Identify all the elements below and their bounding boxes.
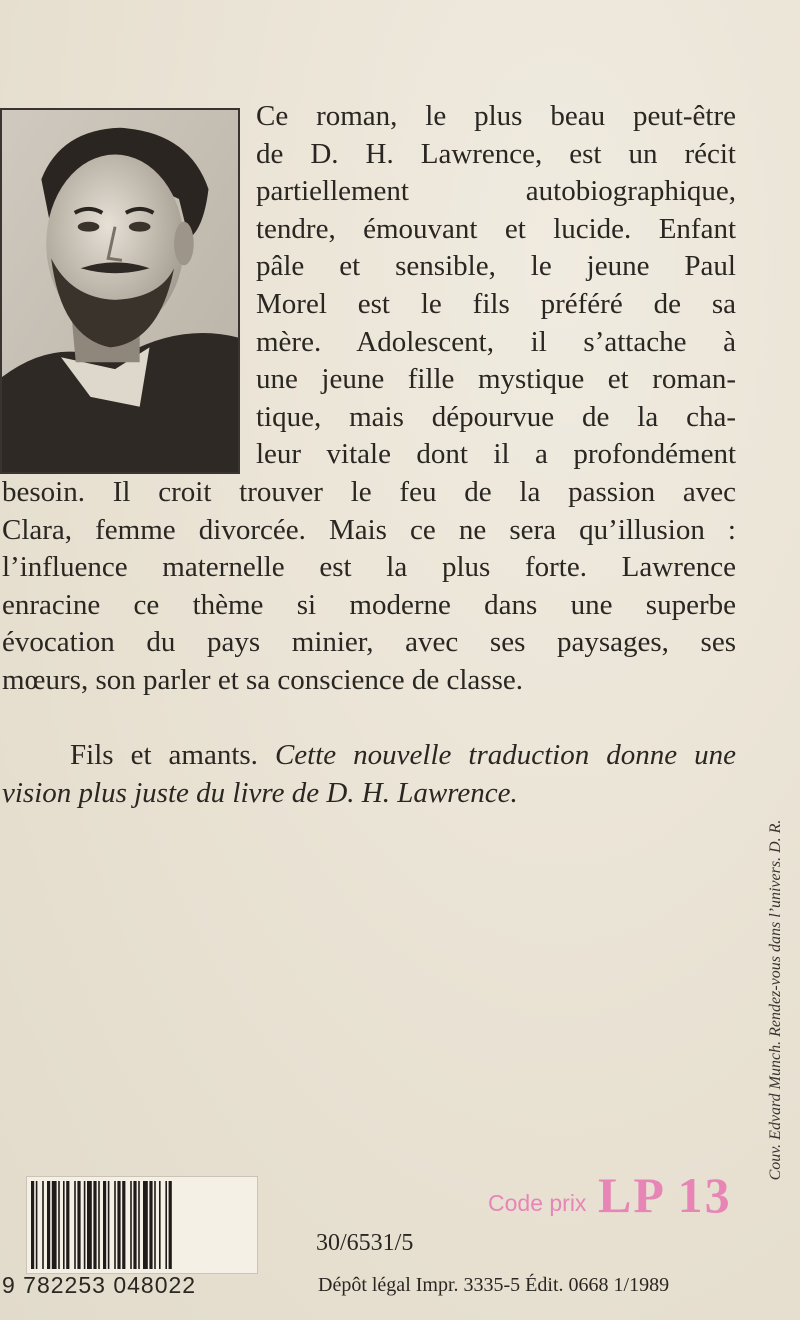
barcode-bar bbox=[58, 1181, 60, 1269]
barcode-bar bbox=[63, 1181, 65, 1269]
barcode-bar bbox=[114, 1181, 116, 1269]
barcode-bar bbox=[42, 1181, 44, 1269]
text-line: leur vitale dont il a profondément bbox=[256, 438, 736, 471]
barcode-bar bbox=[149, 1181, 152, 1269]
barcode-bar bbox=[103, 1181, 106, 1269]
description-full bbox=[2, 474, 736, 700]
barcode-bar bbox=[52, 1181, 57, 1269]
barcode-bar bbox=[36, 1181, 38, 1269]
text-line: partiellement autobiographique, bbox=[256, 175, 736, 208]
text-line: enracine ce thème si moderne dans une superbe bbox=[2, 588, 736, 621]
note-line-1 bbox=[2, 736, 736, 774]
price-code-label: Code prix bbox=[488, 1190, 587, 1216]
note-title: Fils et amants. bbox=[70, 739, 258, 771]
cover-credit bbox=[756, 780, 796, 1220]
price-code-value: LP 13 bbox=[598, 1167, 732, 1223]
text-line: Ce roman, le plus beau peut-être bbox=[256, 100, 736, 132]
barcode-bar bbox=[74, 1181, 76, 1269]
barcode-bar bbox=[159, 1181, 161, 1269]
barcode-bar bbox=[133, 1181, 136, 1269]
barcode-bar bbox=[154, 1181, 156, 1269]
barcode-bar bbox=[130, 1181, 132, 1269]
barcode-bar bbox=[98, 1181, 100, 1269]
text-line: tique, mais dépourvue de la cha- bbox=[256, 400, 736, 433]
reference-number: 30/6531/5 bbox=[316, 1230, 414, 1256]
translation-note bbox=[2, 736, 736, 812]
barcode-bar bbox=[66, 1181, 69, 1269]
text-line: mère. Adolescent, il s’attache à bbox=[256, 325, 736, 358]
author-portrait bbox=[0, 108, 240, 474]
description-wrapped bbox=[256, 98, 736, 474]
barcode-bar bbox=[117, 1181, 120, 1269]
text-line: tendre, émouvant et lucide. Enfant bbox=[256, 212, 736, 245]
barcode-digits: 9 782253 048022 bbox=[2, 1272, 197, 1298]
note-italic-2: vision plus juste du livre de D. H. Lawrence. bbox=[2, 777, 518, 809]
barcode-bar bbox=[143, 1181, 148, 1269]
barcode-bar bbox=[93, 1181, 96, 1269]
note-line-2 bbox=[2, 774, 736, 812]
text-line: besoin. Il croit trouver le feu de la passion avec bbox=[2, 476, 736, 508]
barcode-bar bbox=[87, 1181, 92, 1269]
text-line: l’influence maternelle est la plus forte. Lawrence bbox=[2, 551, 736, 584]
legal-deposit: Dépôt légal Impr. 3335-5 Édit. 0668 1/1989 bbox=[318, 1274, 670, 1296]
text-line: pâle et sensible, le jeune Paul bbox=[256, 250, 736, 283]
barcode-bar bbox=[108, 1181, 110, 1269]
text-line: Clara, femme divorcée. Mais ce ne sera qu’illusion : bbox=[2, 513, 736, 546]
text-line: Morel est le fils préféré de sa bbox=[256, 287, 736, 320]
barcode-bar bbox=[169, 1181, 172, 1269]
barcode-bar bbox=[165, 1181, 167, 1269]
barcode-bar bbox=[31, 1181, 34, 1269]
barcode-bar bbox=[77, 1181, 80, 1269]
text-line: une jeune fille mystique et roman- bbox=[256, 363, 736, 396]
text-line: mœurs, son parler et sa conscience de classe. bbox=[2, 663, 523, 696]
barcode-bar bbox=[47, 1181, 50, 1269]
text-line: de D. H. Lawrence, est un récit bbox=[256, 137, 736, 170]
cover-credit-text: Couv. Edvard Munch. Rendez-vous dans l’univers. D. R. bbox=[767, 819, 784, 1181]
barcode bbox=[26, 1176, 258, 1274]
barcode-bar bbox=[122, 1181, 125, 1269]
barcode-bar bbox=[138, 1181, 140, 1269]
barcode-bar bbox=[84, 1181, 86, 1269]
text-line: évocation du pays minier, avec ses paysages, ses bbox=[2, 626, 736, 659]
note-italic-1: Cette nouvelle traduction donne une bbox=[274, 739, 736, 771]
